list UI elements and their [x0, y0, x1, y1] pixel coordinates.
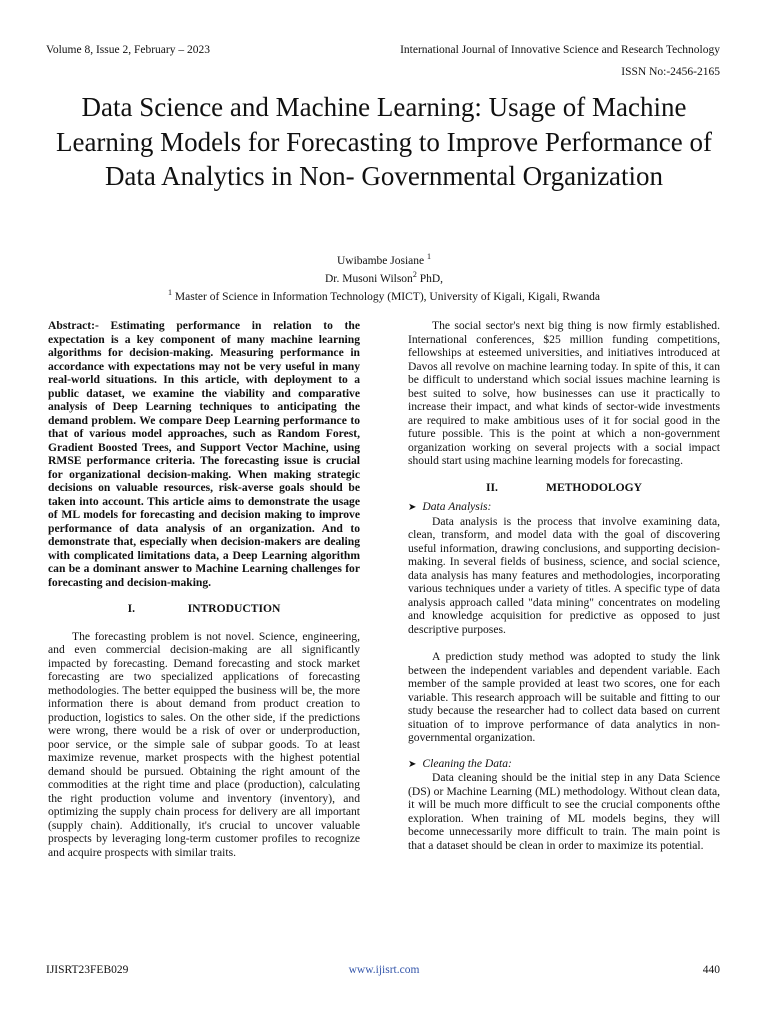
author-2-name: Dr. Musoni Wilson — [324, 272, 413, 285]
subheading-text: Cleaning the Data: — [422, 756, 512, 770]
running-header-journal: International Journal of Innovative Science and Research Technology — [400, 44, 720, 56]
section-number: II. — [486, 480, 498, 494]
subheading-text: Data Analysis: — [422, 500, 492, 513]
data-analysis-paragraph-1: Data analysis is the process that involve examining data, clean, transform, and model data with the goal of discovering useful information, drawing conclusions, and supporting decision-making. In several fields of business, science, and social science, data analysis has many features and methodologies, incorporating various techniques under a variety of titles. A specific type of data analysis approach called "data mining" concentrates on modeling and knowledge acquisition for predictive as opposed to just descriptive purposes. — [408, 514, 720, 636]
cleaning-paragraph-1: Data cleaning should be the initial step in any Data Science (DS) or Machine Learning (ML) methodology. Without clean data, it will be much more difficult to see the crucial components ofthe exploration. When training of ML models begins, they will become unnecessarily more difficult to train. The main point is that a dataset should be clean in order to maximize its potential. — [408, 771, 720, 852]
section-number: I. — [127, 602, 136, 615]
arrow-bullet-icon: ➤ — [408, 502, 417, 513]
footer-paper-id: IJISRT23FEB029 — [46, 964, 129, 976]
arrow-bullet-icon: ➤ — [408, 758, 417, 770]
section-heading-introduction — [48, 602, 360, 616]
right-column — [408, 319, 720, 852]
author-2-suffix: PhD, — [416, 272, 444, 285]
affiliation-text: Master of Science in Information Technology (MICT), University of Kigali, Kigali, Rwanda — [172, 290, 600, 303]
subheading-data-analysis — [408, 500, 720, 515]
issn-number: ISSN No:-2456-2165 — [621, 66, 720, 78]
author-1 — [40, 250, 728, 268]
section-title: METHODOLOGY — [546, 480, 642, 494]
author-2-sup: 2 — [412, 269, 417, 279]
author-1-sup: 1 — [427, 252, 432, 261]
author-1-name: Uwibambe Josiane — [336, 254, 425, 267]
footer-page-number: 440 — [702, 964, 720, 976]
left-column — [48, 319, 360, 859]
data-analysis-paragraph-2: A prediction study method was adopted to study the link between the independent variables and dependent variable. Each member of the sample provided at least two scores, one for each variable. This research approach will be suitable and fitting to our study because the researcher had to collect data based on current situation of to improve performance of data analytics in non-governmental organization. — [408, 650, 720, 744]
section-title: INTRODUCTION — [187, 602, 281, 615]
affiliation — [40, 286, 728, 304]
author-2 — [40, 268, 728, 286]
subheading-cleaning-data — [408, 757, 720, 772]
intro-paragraph-2: The social sector's next big thing is now firmly established. International conferences, $25 million funding competitions, fellowships at esteemed universities, and initiatives introduced at Davos all revolve on machine learning today. In spite of this, it can be difficult to understand which social issues machine learning is best suited to solve, how businesses can use it practically to increase their impact, and what kinds of sector-wide investments are required to make ambitious uses of it for social good in the future possible. This is the point at which a non-government organization working on several projects with a social impact should start using machine learning models for forecasting. — [408, 319, 720, 467]
intro-paragraph-1: The forecasting problem is not novel. Science, engineering, and even commercial decision-making are all significantly impacted by forecasting. Demand forecasting and stock market forecasting are two specialized applications of forecasting methodologies. The better equipped the business will be, the more information there is about demand from product creation to production, logistics to sales. On the other side, if the predictions were wrong, there would be a risk of over or underproduction, poor service, or the simple sale of subpar goods. To at least maximize revenue, market prospects with the highest potential demand should be pursued. Obtaining the right amount of the commodities at the right time and place (production), calculating the right production volume and inventory (inventory), and optimizing the supply chain process for delivery are all important (supply chain). Additionally, it's crucial to uncover valuable prospects by leveraging long-term customer profiles to recognize and acquire prospects with similar traits. — [48, 629, 360, 859]
abstract: Abstract:- Estimating performance in relation to the expectation is a key component of many machine learning algorithms for decision-making. Measuring performance in accordance with expectations may not be very useful in many real-world situations. In this article, with deployment to a public dataset, we examine the viability and comparative analysis of Deep Learning techniques to anticipating the demand problem. We compare Deep Learning performance to that of various model approaches, such as Random Forest, Gradient Boosted Trees, and Support Vector Machine, using RMSE performance criteria. The forecasting issue is crucial for organizational decision-making. When making strategic decisions on valuable resources, risk-averse goals should be taken into account. This article aims to demonstrate the usage of ML models for forecasting and decision making to improve performance of data analysis of an organization. And to demonstrate that, especially when decision-makers are dealing with complicated limitations data, a Deep Learning algorithm can be a dominant answer to Machine Learning challenges for forecasting and decision-making. — [48, 319, 360, 589]
paragraph-gap — [408, 636, 720, 650]
running-header-volume: Volume 8, Issue 2, February – 2023 — [46, 44, 210, 56]
paper-title: Data Science and Machine Learning: Usage of Machine Learning Models for Forecasting to Improve Performance of Data Analytics in Non- Governmental Organization — [55, 92, 713, 191]
affiliation-sup: 1 — [168, 287, 173, 297]
footer-website-link[interactable]: www.ijisrt.com — [348, 964, 420, 976]
section-heading-methodology — [408, 481, 720, 495]
author-block — [40, 250, 728, 303]
